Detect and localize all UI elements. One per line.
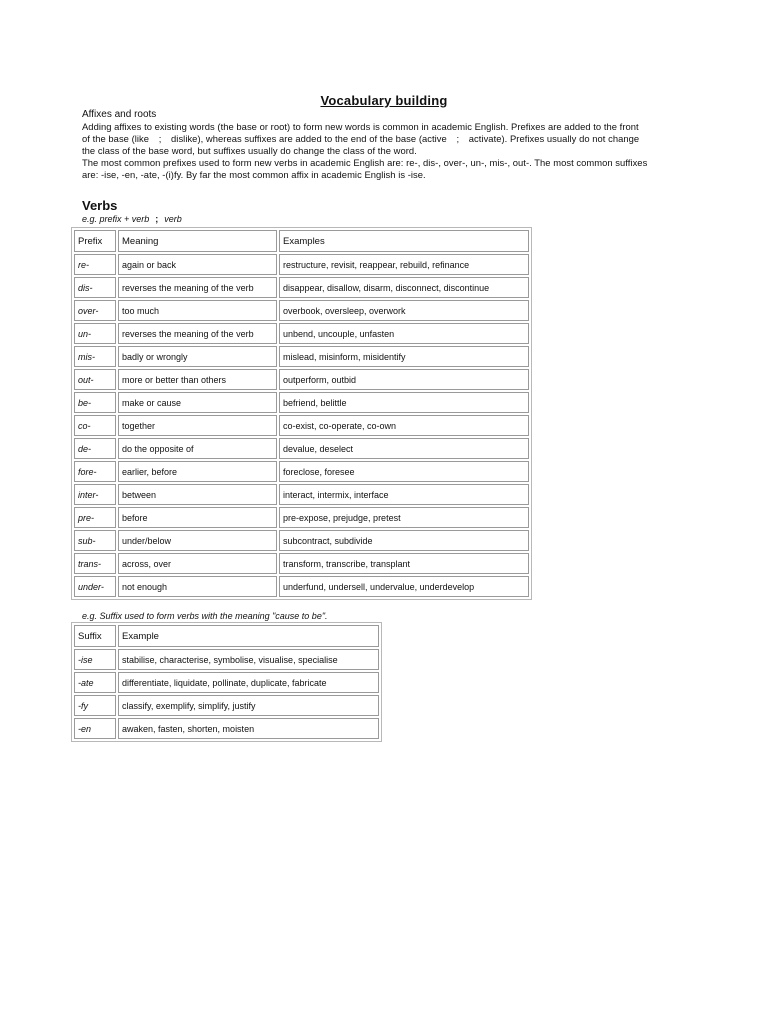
examples-cell: transform, transcribe, transplant [279,553,529,574]
table-row [74,461,529,482]
caption-text: e.g. prefix + verb [82,214,150,224]
affix-cell: -fy [74,695,116,716]
meaning-cell: across, over [118,553,277,574]
affix-cell: -ate [74,672,116,693]
examples-cell: befriend, belittle [279,392,529,413]
column-header-suffix: Suffix [74,625,116,647]
affix-cell: trans- [74,553,116,574]
meaning-cell: badly or wrongly [118,346,277,367]
examples-cell: devalue, deselect [279,438,529,459]
affix-cell: sub- [74,530,116,551]
table-row [74,507,529,528]
meaning-cell: too much [118,300,277,321]
examples-cell: unbend, uncouple, unfasten [279,323,529,344]
verbs-heading: Verbs [82,198,118,213]
intro-paragraph [82,121,692,181]
table-row [74,576,529,597]
meaning-cell: reverses the meaning of the verb [118,323,277,344]
meaning-cell: under/below [118,530,277,551]
table-row [74,415,529,436]
examples-cell: stabilise, characterise, symbolise, visualise, specialise [118,649,379,670]
examples-cell: subcontract, subdivide [279,530,529,551]
column-header-examples: Examples [279,230,529,252]
affix-cell: co- [74,415,116,436]
table-row [74,323,529,344]
column-header-prefix: Prefix [74,230,116,252]
intro-text: activate). Prefixes usually do not change [468,133,640,144]
examples-cell: underfund, undersell, undervalue, underdevelop [279,576,529,597]
affix-cell: dis- [74,277,116,298]
affix-cell: un- [74,323,116,344]
table-row [74,438,529,459]
meaning-cell: make or cause [118,392,277,413]
table-row [74,277,529,298]
verbs-caption [82,214,182,224]
meaning-cell: earlier, before [118,461,277,482]
examples-cell: interact, intermix, interface [279,484,529,505]
examples-cell: outperform, outbid [279,369,529,390]
table-row [74,392,529,413]
affix-cell: pre- [74,507,116,528]
meaning-cell: between [118,484,277,505]
table-row [74,718,379,739]
affix-cell: over- [74,300,116,321]
affix-cell: inter- [74,484,116,505]
examples-cell: overbook, oversleep, overwork [279,300,529,321]
meaning-cell: do the opposite of [118,438,277,459]
intro-text: of the base (like [82,133,150,144]
intro-line: Adding affixes to existing words (the base or root) to form new words is common in academic English. Prefixes are added to the front [82,121,639,132]
table-row [74,369,529,390]
examples-cell: co-exist, co-operate, co-own [279,415,529,436]
column-header-example: Example [118,625,379,647]
meaning-cell: together [118,415,277,436]
arrow-icon: ; [158,133,162,144]
arrow-icon: ; [456,133,460,144]
table-row [74,300,529,321]
table-header-row [74,625,379,647]
affix-cell: out- [74,369,116,390]
intro-line: are: -ise, -en, -ate, -(i)fy. By far the most common affix in academic English is -ise. [82,169,426,180]
intro-text: dislike), whereas suffixes are added to the end of the base (active [171,133,447,144]
meaning-cell: not enough [118,576,277,597]
affix-cell: be- [74,392,116,413]
table-row [74,672,379,693]
affix-cell: re- [74,254,116,275]
suffix-table-body [74,649,379,739]
prefix-table-body [74,254,529,597]
column-header-meaning: Meaning [118,230,277,252]
examples-cell: awaken, fasten, shorten, moisten [118,718,379,739]
caption-text: verb [164,214,182,224]
suffix-table [71,622,382,742]
section-subheading: Affixes and roots [82,109,157,120]
affix-cell: fore- [74,461,116,482]
intro-line [82,133,692,145]
table-header-row [74,230,529,252]
examples-cell: classify, exemplify, simplify, justify [118,695,379,716]
examples-cell: disappear, disallow, disarm, disconnect, discontinue [279,277,529,298]
affix-cell: de- [74,438,116,459]
table-row [74,346,529,367]
table-row [74,254,529,275]
examples-cell: pre-expose, prejudge, pretest [279,507,529,528]
table-row [74,695,379,716]
table-row [74,530,529,551]
table-row [74,484,529,505]
intro-line: The most common prefixes used to form new verbs in academic English are: re-, dis-, over-, un-, mis-, out-. The most common suffixes [82,157,648,168]
affix-cell: under- [74,576,116,597]
affix-cell: -ise [74,649,116,670]
suffix-caption: e.g. Suffix used to form verbs with the meaning "cause to be". [82,611,328,621]
page-title: Vocabulary building [320,93,448,108]
meaning-cell: reverses the meaning of the verb [118,277,277,298]
intro-line: the class of the base word, but suffixes usually do change the class of the word. [82,145,417,156]
meaning-cell: before [118,507,277,528]
prefix-table [71,227,532,600]
examples-cell: mislead, misinform, misidentify [279,346,529,367]
examples-cell: differentiate, liquidate, pollinate, duplicate, fabricate [118,672,379,693]
table-row [74,649,379,670]
affix-cell: mis- [74,346,116,367]
arrow-icon: ; [155,214,159,224]
meaning-cell: again or back [118,254,277,275]
table-row [74,553,529,574]
meaning-cell: more or better than others [118,369,277,390]
examples-cell: foreclose, foresee [279,461,529,482]
examples-cell: restructure, revisit, reappear, rebuild, refinance [279,254,529,275]
affix-cell: -en [74,718,116,739]
